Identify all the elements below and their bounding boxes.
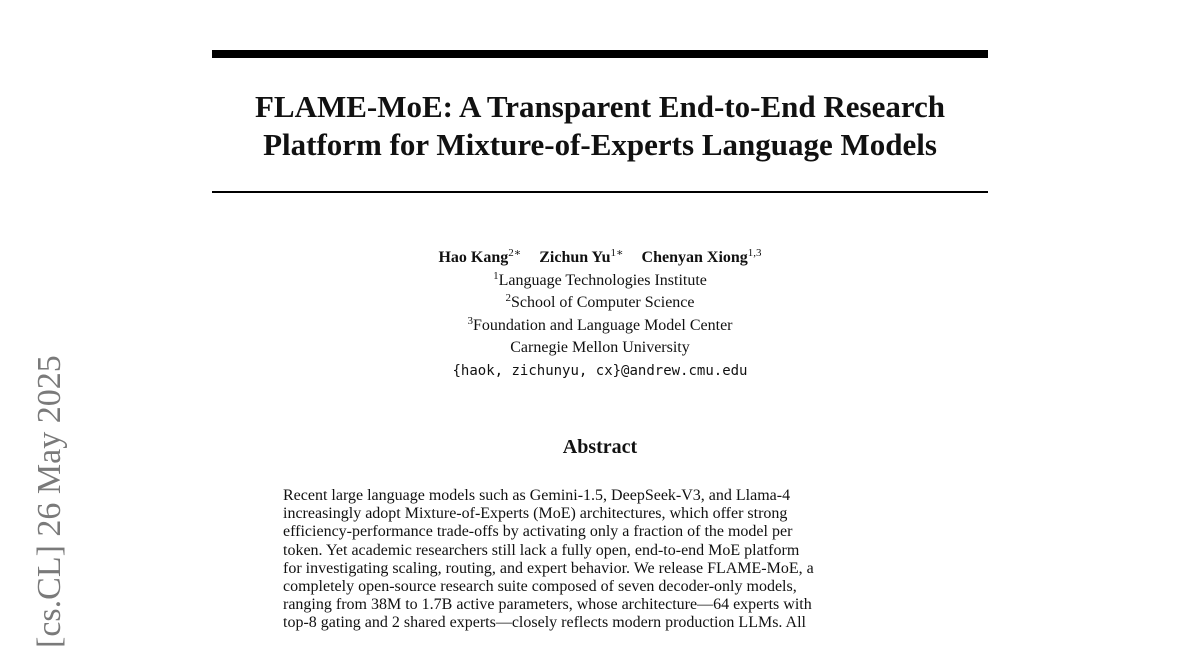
title-bottom-rule: [212, 191, 988, 193]
author-emails: {haok, zichunyu, cx}@andrew.cmu.edu: [452, 362, 748, 379]
abstract-body: [283, 487, 923, 633]
abstract-line: completely open-source research suite composed of seven decoder-only models,: [283, 578, 797, 596]
author-list: [212, 247, 988, 270]
abstract-line: top-8 gating and 2 shared experts—closely reflects modern production LLMs. All: [283, 614, 806, 632]
title-line-2: Platform for Mixture-of-Experts Language Models: [263, 127, 937, 162]
affiliation-1: $^1$Language Technologies Institute: [493, 269, 707, 289]
abstract-heading: Abstract: [562, 436, 638, 458]
arxiv-side-stamp: [cs.CL] 26 May 2025: [31, 355, 68, 648]
affiliation-3: $^3$Foundation and Language Model Center: [467, 314, 733, 334]
university: Carnegie Mellon University: [510, 339, 690, 356]
author-block: [212, 247, 988, 382]
title-line-1: FLAME-MoE: A Transparent End-to-End Research: [254, 89, 946, 124]
paper-title: [212, 88, 988, 164]
abstract-line: ranging from 38M to 1.7B active parameters, whose architecture—64 experts with: [283, 596, 812, 614]
author-sup: 1∗: [610, 247, 624, 259]
abstract-line: increasingly adopt Mixture-of-Experts (MoE) architectures, which offer strong: [283, 505, 788, 523]
abstract-line: for investigating scaling, routing, and expert behavior. We release FLAME-MoE, a: [283, 559, 814, 577]
affiliation-2: $^2$School of Computer Science: [505, 292, 695, 311]
abstract-line: efficiency-performance trade-offs by activating only a fraction of the model per: [283, 523, 793, 541]
author-sup: 2∗: [508, 247, 522, 259]
author-hao-kang: Hao Kang$^{2∗}$: [438, 247, 522, 266]
author-zichun-yu: Zichun $Yu^{1∗}$: [539, 247, 624, 266]
title-top-rule: [212, 50, 988, 58]
author-sup: 1,3: [747, 247, 762, 259]
abstract-line: token. Yet academic researchers still lack a fully open, end-to-end MoE platform: [283, 541, 800, 559]
author-chenyan-xiong: Chenyan Xiong$^{1,3}$: [641, 247, 762, 266]
abstract-line: Recent large language models such as Gemini-1.5, DeepSeek-V3, and Llama-4: [283, 487, 791, 504]
